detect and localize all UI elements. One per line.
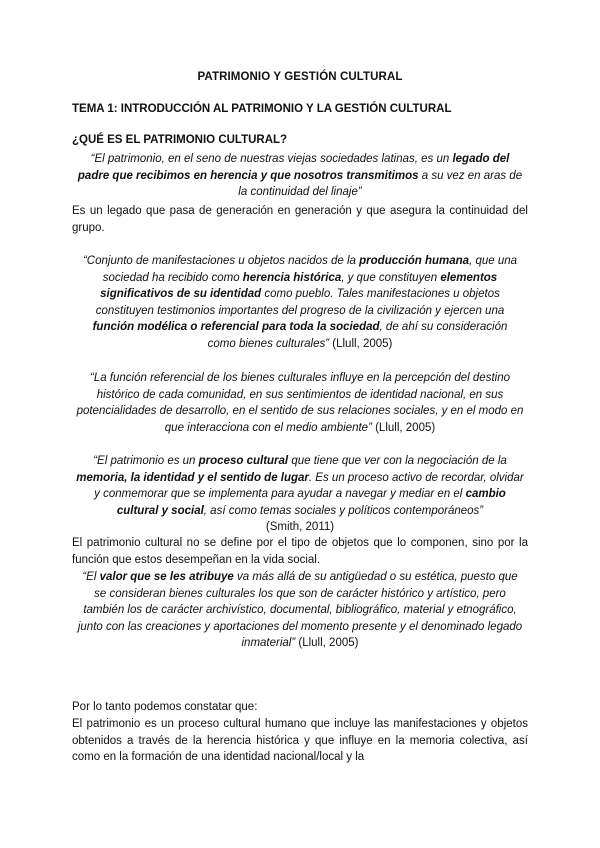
quote-2-text-5: , de ahí su consideración como bienes culturales” bbox=[207, 321, 508, 350]
topic-heading: TEMA 1: INTRODUCCIÓN AL PATRIMONIO Y LA GESTIÓN CULTURAL bbox=[72, 103, 452, 115]
quote-4-bold-3: cambio cultural y social bbox=[116, 488, 506, 517]
quote-4-text-4: , así como temas sociales y políticos contemporáneos” bbox=[203, 504, 484, 517]
quote-2-bold-3: elementos significativos de su identidad bbox=[100, 271, 498, 300]
quote-2-text-3: , y que constituyen bbox=[341, 271, 441, 284]
paragraph-2: El patrimonio cultural no se define por el tipo de objetos que lo componen, sino por la función que estos desempeñan en la vida social. bbox=[72, 537, 528, 566]
quote-2-citation: (Llull, 2005) bbox=[329, 337, 393, 350]
quote-2-text-4: como pueblo. Tales manifestaciones u objetos constituyen testimonios importantes del progreso de la civilización y ejercen una bbox=[95, 288, 505, 317]
quote-5 bbox=[76, 569, 524, 652]
quote-5-bold: valor que se les atribuye bbox=[99, 571, 234, 583]
quote-5-text-2: va más allá de su antigüedad o su estética, puesto que se consideran bienes culturales los que son de carácter histórico y artístico, pero también los de carácter archivístico, documental, bibliográfico, material y etnográfico, junto con las creaciones y aportaciones del momento presente y el denominado legado inmaterial” bbox=[77, 571, 523, 649]
quote-1-bold: legado del padre que recibimos en herencia y que nosotros transmitimos bbox=[77, 153, 510, 182]
quote-3-text: “La función referencial de los bienes culturales influye en la percepción del destino histórico de cada comunidad, en sus sentimientos de identidad nacional, en sus potencialidades de desarrollo, en el sentido de sus relaciones sociales, y en el modo en que interacciona con el medio ambiente” bbox=[76, 372, 524, 434]
quote-2-text-2: , que una sociedad ha recibido como bbox=[102, 255, 518, 284]
quote-5-text: “El bbox=[82, 571, 100, 583]
quote-4-bold-1: proceso cultural bbox=[198, 455, 289, 467]
quote-2 bbox=[78, 253, 522, 352]
quote-5-citation: (Llull, 2005) bbox=[295, 637, 359, 649]
quote-2-bold-4: función modélica o referencial para toda la sociedad bbox=[92, 321, 380, 333]
quote-4 bbox=[74, 453, 526, 536]
quote-4-text-2: que tiene que ver con la negociación de la bbox=[288, 455, 507, 467]
document-title: PATRIMONIO Y GESTIÓN CULTURAL bbox=[197, 71, 403, 83]
quote-2-bold-1: producción humana bbox=[359, 255, 470, 267]
quote-4-text-3: . Es un proceso activo de recordar, olvidar y conmemorar que se implementa para ayudar a navegar y mediar en el bbox=[94, 471, 524, 500]
paragraph-1: Es un legado que pasa de generación en generación y que asegura la continuidad del grupo. bbox=[72, 205, 528, 234]
quote-3 bbox=[74, 370, 526, 436]
quote-4-citation: (Smith, 2011) bbox=[265, 521, 335, 533]
quote-1-text-end: a su vez en aras de la continuidad del linaje” bbox=[238, 169, 523, 198]
quote-4-bold-2: memoria, la identidad y el sentido de lugar bbox=[76, 471, 309, 484]
quote-4-text: “El patrimonio es un bbox=[93, 455, 199, 467]
paragraph-4: El patrimonio es un proceso cultural humano que incluye las manifestaciones y objetos obtenidos a través de la herencia histórica y que influye en la memoria colectiva, así como en la formación de una identidad nacional/local y la bbox=[72, 718, 528, 763]
quote-2-bold-2: herencia histórica bbox=[242, 271, 342, 284]
quote-1 bbox=[74, 151, 526, 201]
quote-1-text: “El patrimonio, en el seno de nuestras viejas sociedades latinas, es un bbox=[90, 153, 453, 165]
paragraph-3: Por lo tanto podemos constatar que: bbox=[72, 701, 258, 713]
quote-3-citation: (Llull, 2005) bbox=[371, 421, 436, 434]
section-heading: ¿QUÉ ES EL PATRIMONIO CULTURAL? bbox=[72, 134, 288, 146]
quote-2-text: “Conjunto de manifestaciones u objetos nacidos de la bbox=[82, 255, 360, 267]
